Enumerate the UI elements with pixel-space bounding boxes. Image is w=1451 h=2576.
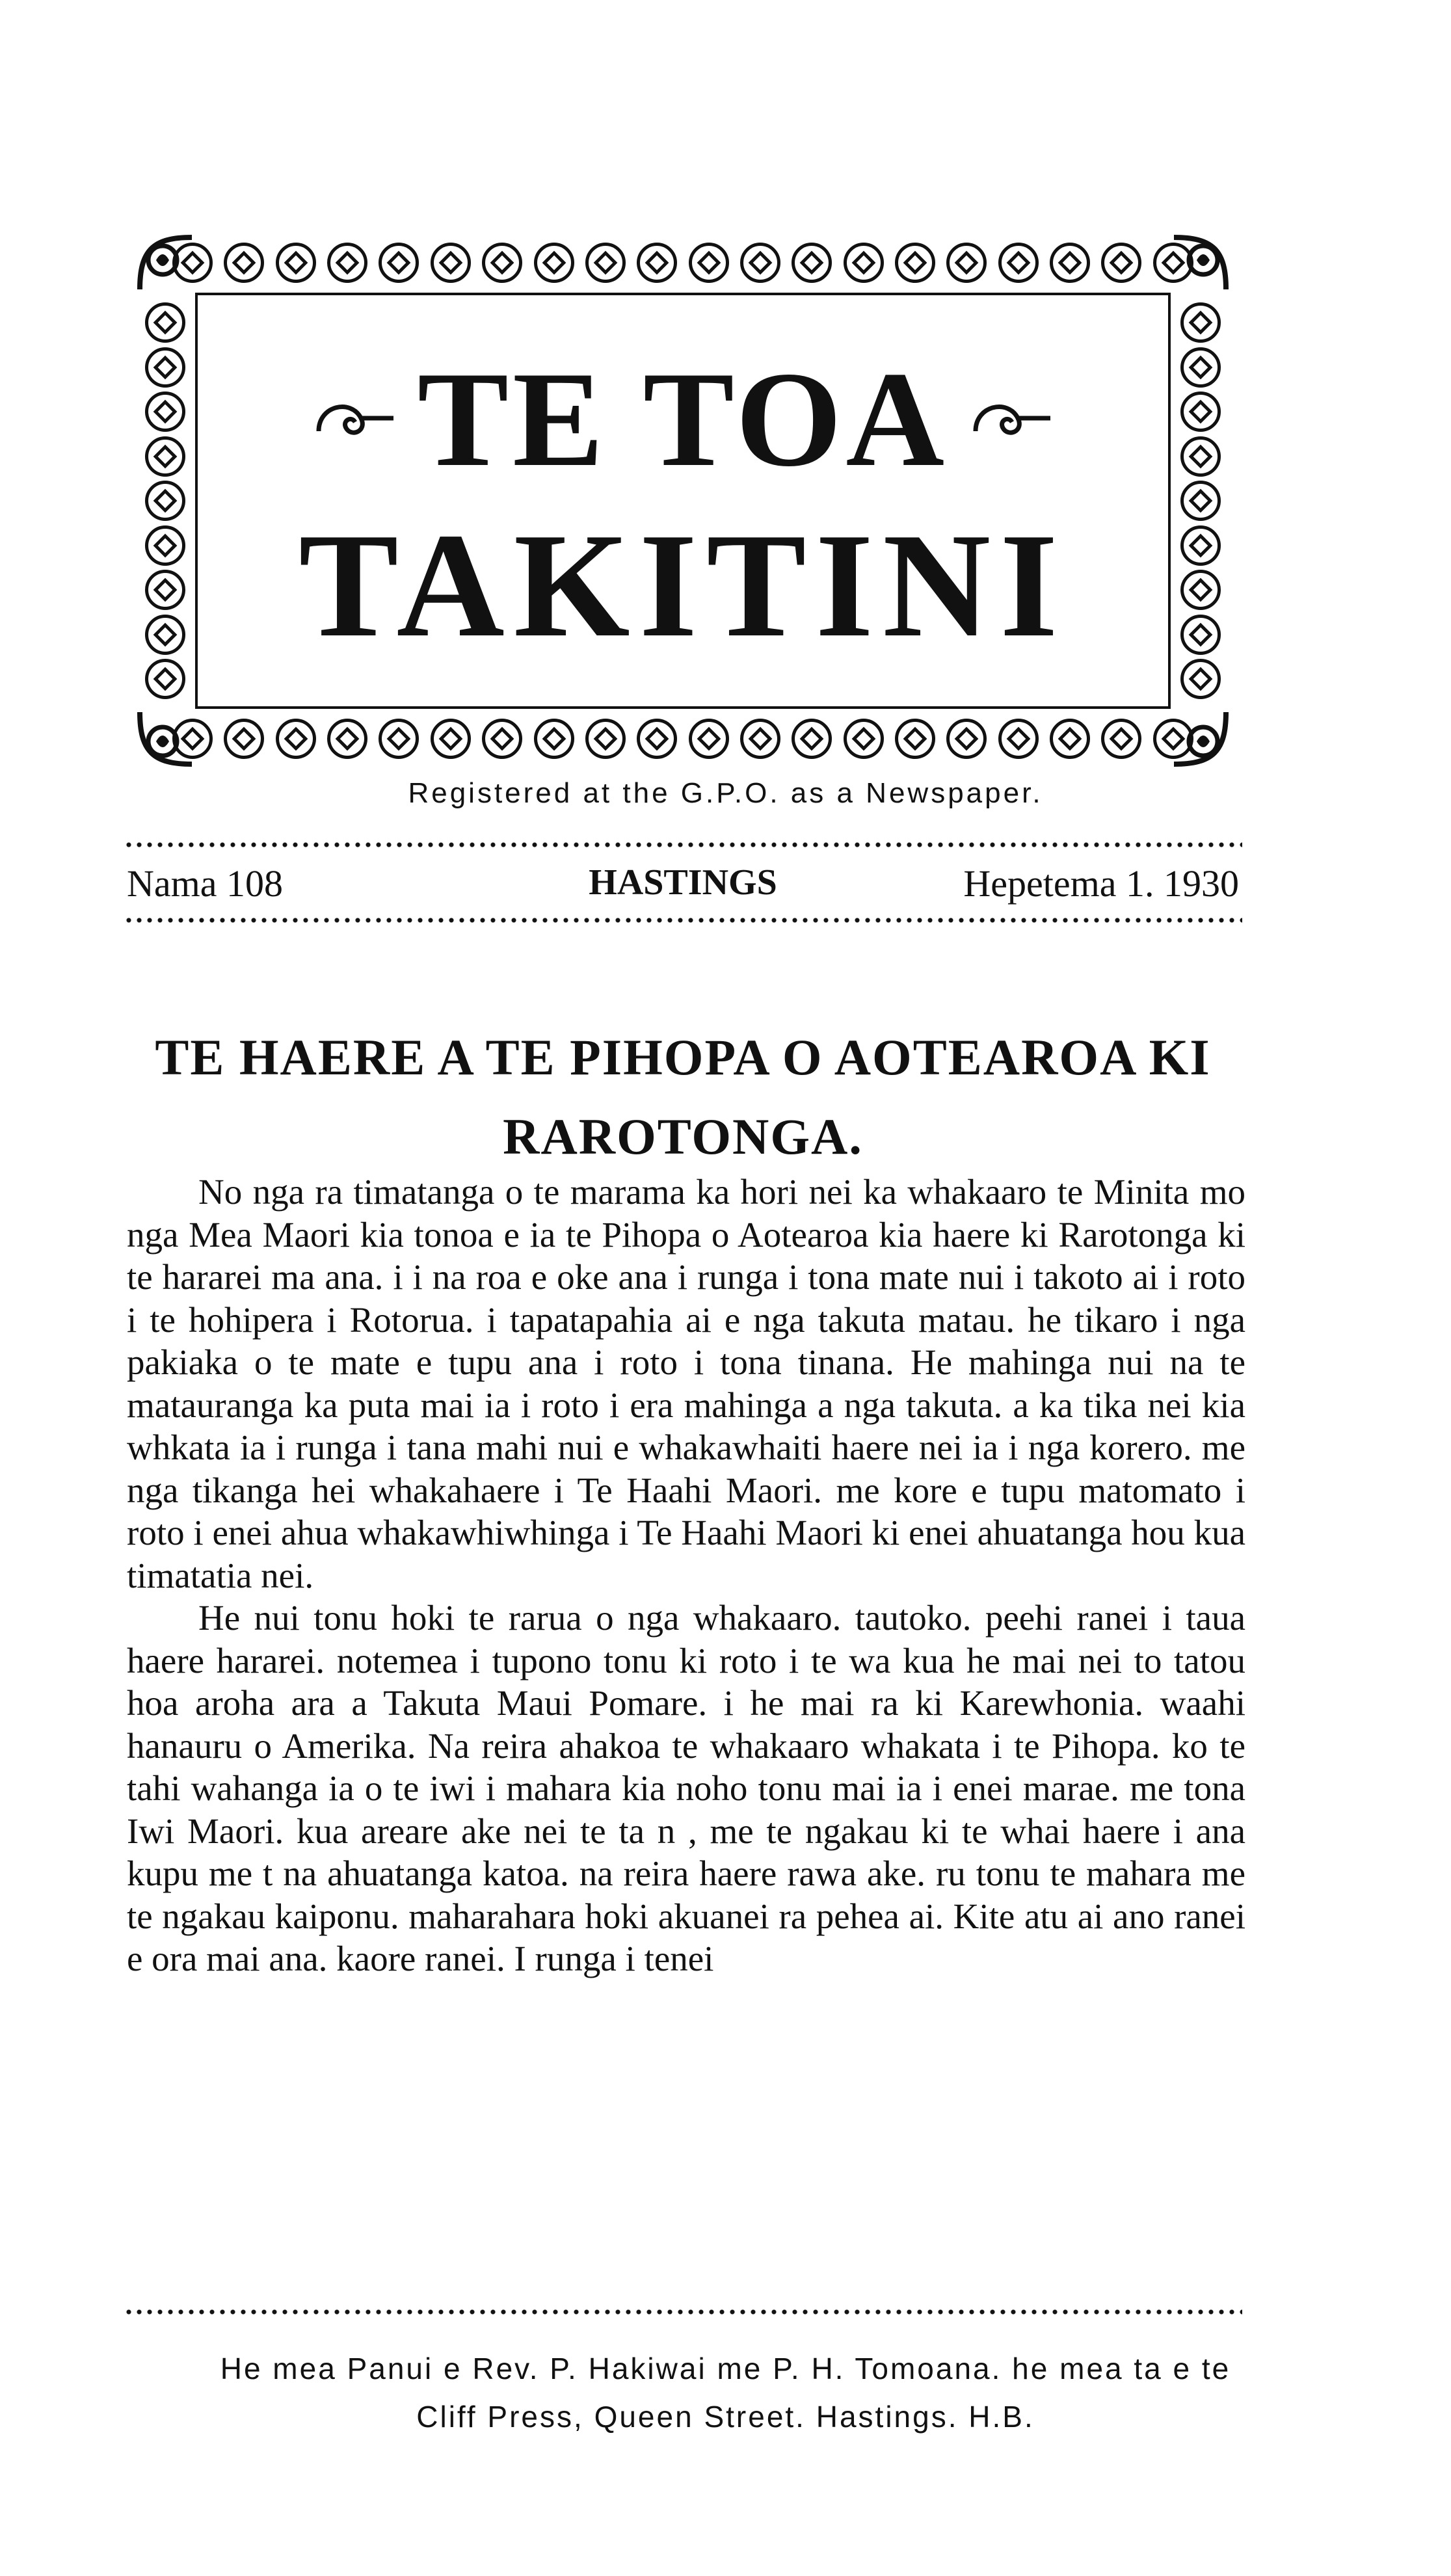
masthead-bottom-border [172,712,1193,765]
issue-date: Hepetema 1. 1930 [963,862,1239,905]
paragraph: He nui tonu hoki te rarua o nga whakaaro. tautoko. peehi ranei i taua haere hararei. notemea i tupono tonu ki roto i te wa kua he mai nei to tatou hoa aroha ara a Takuta Maui Pomare. i he mai ra ki Karewhonia. waahi hanauru o Amerika. Na reira ahakoa te whakaaro whakata i te Pihopa. ko te tahi wahanga ia o te iwi i mahara kia noho tonu mai ia i enei marae. me tona Iwi Maori. kua areare ake nei te ta n , me te ngakau ki te whai haere i ana kupu me t na ahuatanga katoa. na reira haere rawa ake. ru tonu te mahara me te ngakau kaiponu. maharahara hoki akuanei ra pehea ai. Kite atu ai ano ranei e ora mai ana. kaore ranei. I runga i tenei [127,1598,1245,1978]
issue-number: Nama 108 [127,862,283,905]
masthead-title-line-1: TE TOA [417,344,949,495]
issue-place: HASTINGS [589,862,777,903]
article-headline: TE HAERE A TE PIHOPA O AOTEAROA KI RAROTONGA. [155,1029,1211,1165]
corner-ornament-icon [1161,224,1239,302]
dotted-divider [124,840,1242,849]
paragraph: No nga ra timatanga o te marama ka hori nei ka whakaaro te Minita mo nga Mea Maori kia tonoa e ia te Pihopa o Aotearoa kia haere ki Rarotonga ki te hararei ma ana. i i na roa e oke ana i runga i tona mate nui i takoto ai i roto i te hohipera i Rotorua. i tapatapahia ai e nga takuta matau. he tikaro i nga pakiaka o te mate e tupu ana i roto i tona tinana. He mahinga nui na te matauranga ka puta mai ia i roto i era mahinga a nga takuta. a ka tika nei kia whkata ia i runga i tana mahi nui e whakawhaiti haere nei ia i nga korero. me nga tikanga hei whakahaere i Te Haahi Maori. me kore e tupu matomato i roto i enei ahua whakawhiwhinga i Te Haahi Maori ki enei ahuatanga hou kua timatatia nei. [127,1172,1245,1595]
registration-notice: Registered at the G.P.O. as a Newspaper. [408,777,1043,809]
publisher-footer [0,2344,1451,2441]
corner-ornament-icon [1161,699,1239,777]
dotted-divider [124,916,1242,925]
masthead-title-line-2: TAKITINI [299,502,1067,668]
footer-line-1: He mea Panui e Rev. P. Hakiwai me P. H. Tomoana. he mea ta e te [220,2352,1231,2385]
masthead-top-border [172,236,1193,289]
corner-ornament-icon [127,224,205,302]
masthead [127,224,1239,777]
article-body [127,1171,1245,1980]
footer-line-2: Cliff Press, Queen Street. Hastings. H.B. [416,2400,1035,2434]
dotted-divider [124,2307,1242,2317]
issue-bar [127,862,1239,914]
corner-ornament-icon [127,699,205,777]
